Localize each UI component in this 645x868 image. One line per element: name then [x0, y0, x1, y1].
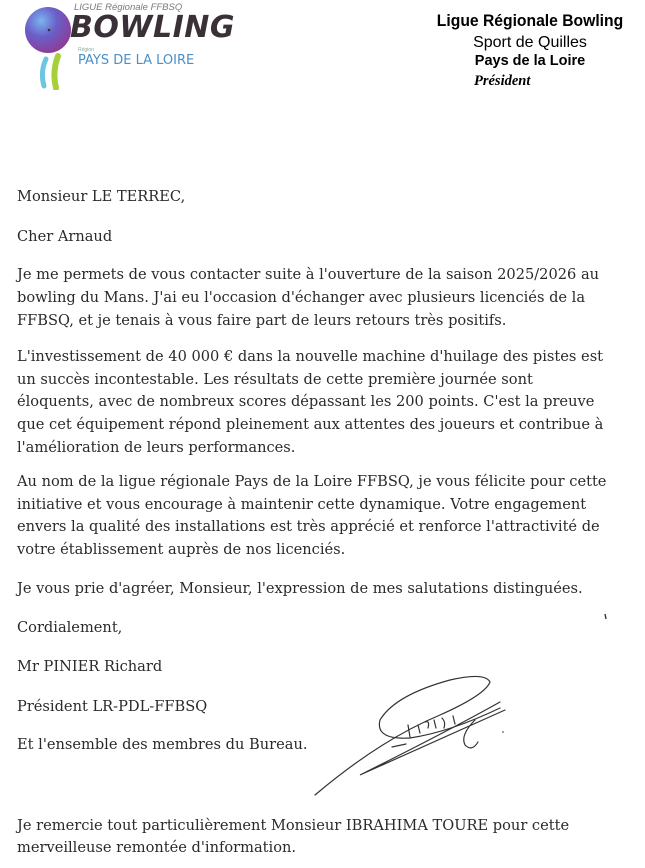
text-line: votre établissement auprès de nos licenciés.	[17, 541, 346, 559]
signer-name: Mr PINIER Richard	[17, 658, 163, 675]
text-line: un succès incontestable. Les résultats de cette première journée sont	[17, 370, 533, 388]
logo-region-name: PAYS DE LA LOIRE	[78, 53, 195, 68]
scan-mark	[603, 613, 609, 621]
text-line: bowling du Mans. J'ai eu l'occasion d'échanger avec plusieurs licenciés de la	[17, 289, 586, 306]
signer-title: Président LR-PDL-FFBSQ	[17, 698, 208, 715]
text-line: l'amélioration de leurs performances.	[17, 438, 296, 456]
text-line: FFBSQ, et je tenais à vous faire part de leurs retours très positifs.	[17, 312, 507, 329]
logo-wordmark: BOWLING	[70, 10, 235, 45]
paragraph-1	[17, 263, 599, 332]
paragraph-2	[17, 346, 603, 460]
signer-group: Et l'ensemble des membres du Bureau.	[17, 736, 308, 753]
sign-off: Cordialement,	[17, 619, 123, 636]
letterhead-role: Président	[474, 73, 531, 89]
text-line: éloquents, avec de nombreux scores dépassant les 200 points. C'est la preuve	[17, 393, 595, 411]
letterhead-sport: Sport de Quilles	[473, 34, 587, 51]
paragraph-3	[17, 471, 606, 562]
text-line: Je me permets de vous contacter suite à l'ouverture de la saison 2025/2026 au	[17, 266, 600, 283]
postscript	[17, 815, 569, 859]
text-line: envers la qualité des installations est très apprécié et renforce l'attractivité de	[17, 518, 600, 536]
closing-formula: Je vous prie d'agréer, Monsieur, l'expression de mes salutations distinguées.	[17, 580, 583, 597]
text-line: que cet équipement répond pleinement aux attentes des joueurs et contribue à	[17, 416, 604, 434]
text-line: Au nom de la ligue régionale Pays de la Loire FFBSQ, je vous félicite pour cette	[17, 473, 607, 490]
letterhead-org: Ligue Régionale Bowling	[436, 12, 624, 30]
text-line: initiative et vous encourage à maintenir cette dynamique. Votre engagement	[17, 495, 587, 513]
handwritten-signature	[300, 670, 510, 805]
salutation: Monsieur LE TERREC,	[17, 188, 186, 205]
letterhead-region: Pays de la Loire	[474, 53, 586, 69]
text-line: Je remercie tout particulièrement Monsieur IBRAHIMA TOURE pour cette	[17, 817, 570, 834]
logo-top-line: LIGUE Régionale FFBSQ	[74, 2, 183, 13]
text-line: L'investissement de 40 000 € dans la nouvelle machine d'huilage des pistes est	[17, 348, 604, 365]
logo-region-label: Région	[78, 47, 94, 53]
greeting: Cher Arnaud	[17, 228, 113, 245]
text-line: merveilleuse remontée d'information.	[17, 839, 297, 856]
